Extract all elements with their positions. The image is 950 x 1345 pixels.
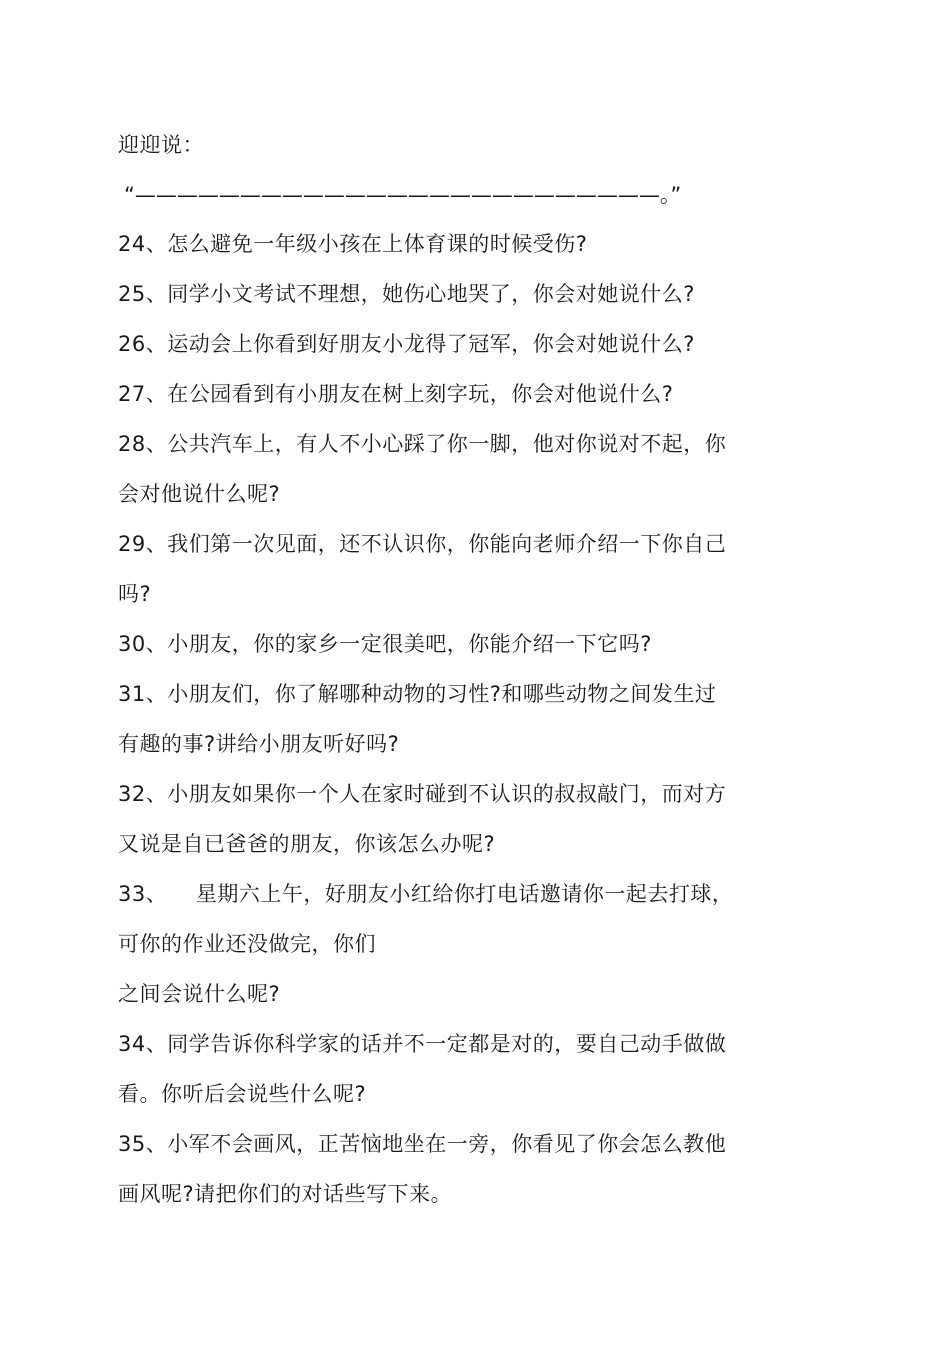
question-32-cont: 又说是自已爸爸的朋友，你该怎么办呢? [118,832,496,856]
question-34: 34、同学告诉你科学家的话并不一定都是对的，要自己动手做做 [118,1032,727,1056]
speaker-label: 迎迎说： [118,133,204,157]
question-35-cont: 画风呢?请把你们的对话些写下来。 [118,1182,453,1206]
question-30: 30、小朋友，你的家乡一定很美吧，你能介绍一下它吗? [118,632,652,656]
question-33: 33、 星期六上午，好朋友小红给你打电话邀请你一起去打球， [118,882,734,906]
question-34-cont: 看。你听后会说些什么呢? [118,1082,367,1106]
question-31: 31、小朋友们，你了解哪种动物的习性?和哪些动物之间发生过 [118,682,717,706]
question-31-cont: 有趣的事?讲给小朋友听好吗? [118,732,400,756]
question-35: 35、小军不会画风，正苦恼地坐在一旁，你看见了你会怎么教他 [118,1132,727,1156]
question-26: 26、运动会上你看到好朋友小龙得了冠军，你会对她说什么? [118,332,695,356]
question-24: 24、怎么避免一年级小孩在上体育课的时候受伤? [118,232,588,256]
question-32: 32、小朋友如果你一个人在家时碰到不认识的叔叔敲门，而对方 [118,782,727,806]
question-28-cont: 会对他说什么呢? [118,482,281,506]
question-33-cont: 可你的作业还没做完，你们 [118,932,376,956]
question-33-cont-2: 之间会说什么呢? [118,982,281,1006]
question-25: 25、同学小文考试不理想，她伤心地哭了，你会对她说什么? [118,282,695,306]
question-29: 29、我们第一次见面，还不认识你，你能向老师介绍一下你自己 [118,532,727,556]
question-29-cont: 吗? [118,582,152,606]
blank-answer-line: “—————————————————————————。” [124,183,682,207]
question-28: 28、公共汽车上，有人不小心踩了你一脚，他对你说对不起，你 [118,432,727,456]
question-27: 27、在公园看到有小朋友在树上刻字玩，你会对他说什么? [118,382,674,406]
